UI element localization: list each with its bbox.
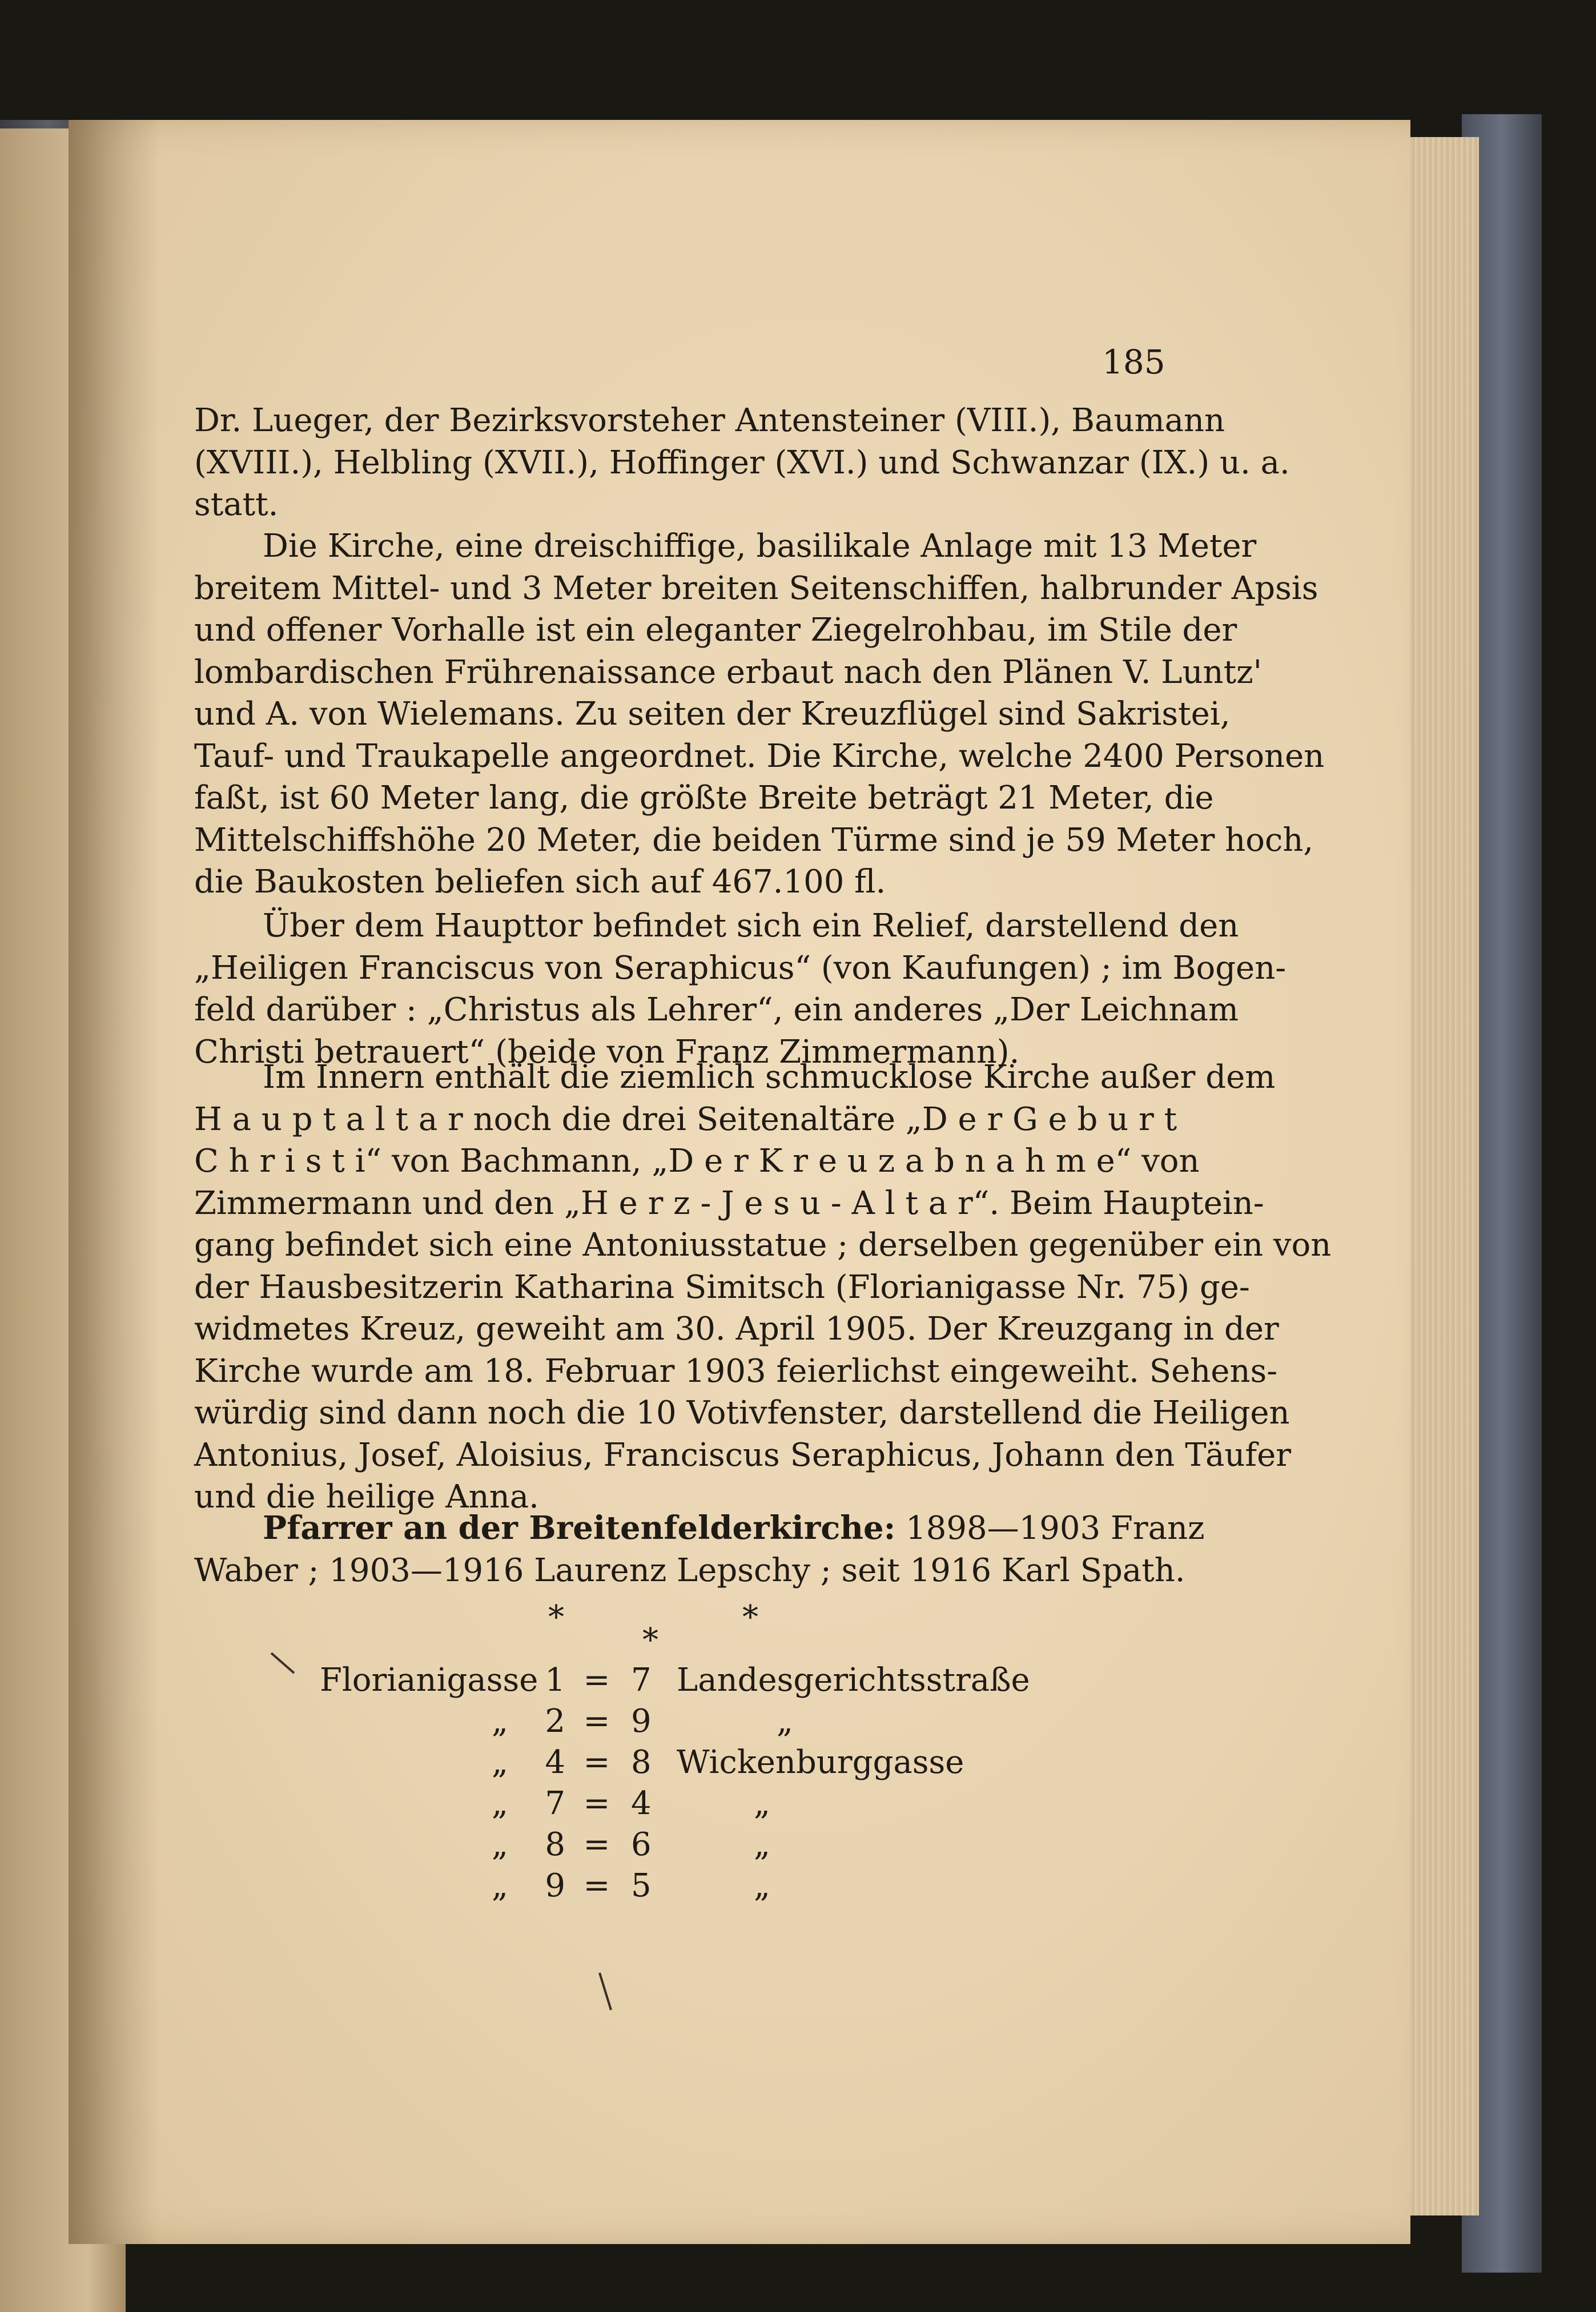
street-right: Wickenburggasse <box>677 1744 964 1781</box>
table-row <box>320 1703 1005 1744</box>
paragraph-1 <box>194 400 1290 526</box>
text-line: und A. von Wielemans. Zu seiten der Kreuzflügel sind Sakristei, <box>194 695 1231 733</box>
text-line: (XVIII.), Helbling (XVII.), Hoffinger (XVI.) und Schwanzar (IX.) u. a. <box>194 444 1290 481</box>
text-line: die Baukosten beliefen sich auf 467.100 fl. <box>194 863 886 900</box>
street-right: Landesgerichtsstraße <box>677 1662 1030 1699</box>
equals-sign: = <box>583 1662 610 1699</box>
street-left: „ <box>491 1703 508 1740</box>
equals-sign: = <box>583 1744 610 1781</box>
text-line: und die heilige Anna. <box>194 1478 539 1515</box>
text-line: Im Innern enthält die ziemlich schmucklose Kirche außer dem <box>263 1059 1276 1096</box>
text-line: Antonius, Josef, Aloisius, Franciscus Seraphicus, Johann den Täufer <box>194 1436 1292 1474</box>
street-right: „ <box>777 1703 794 1740</box>
number-old: 7 <box>545 1785 565 1822</box>
text-line: Dr. Lueger, der Bezirksvorsteher Antensteiner (VIII.), Baumann <box>194 402 1225 439</box>
page-number: 185 <box>1102 343 1165 381</box>
asterisk: * <box>742 1599 758 1636</box>
pastors-line-2: Waber ; 1903—1916 Laurenz Lepschy ; seit 1916 Karl Spath. <box>194 1551 1185 1589</box>
number-old: 1 <box>545 1662 565 1699</box>
equals-sign: = <box>583 1703 610 1740</box>
text-line: Kirche wurde am 18. Februar 1903 feierlichst eingeweiht. Sehens- <box>194 1352 1278 1390</box>
text-line: faßt, ist 60 Meter lang, die größte Breite beträgt 21 Meter, die <box>194 779 1214 817</box>
street-left: „ <box>491 1785 508 1822</box>
street-left: Florianigasse <box>320 1662 538 1699</box>
pencil-mark-icon <box>597 1970 620 2016</box>
text-line: C h r i s t i“ von Bachmann, „D e r K r e u z a b n a h m e“ von <box>194 1143 1200 1180</box>
table-row <box>320 1662 1030 1703</box>
text-line: lombardischen Frührenaissance erbaut nach den Plänen V. Luntz' <box>194 653 1263 691</box>
asterisk: * <box>642 1622 658 1659</box>
text-line: statt. <box>194 486 279 523</box>
number-old: 4 <box>545 1744 565 1781</box>
text-line: und offener Vorhalle ist ein eleganter Ziegelrohbau, im Stile der <box>194 612 1237 649</box>
table-row <box>320 1867 1005 1908</box>
text-line: Mittelschiffshöhe 20 Meter, die beiden Türme sind je 59 Meter hoch, <box>194 821 1314 859</box>
text-line: „Heiligen Franciscus von Seraphicus“ (von Kaufungen) ; im Bogen- <box>194 949 1287 987</box>
pencil-mark-icon <box>268 1650 303 1684</box>
paragraph-4 <box>194 1056 1332 1518</box>
table-row <box>320 1744 1005 1785</box>
page-edges <box>1399 137 1479 2216</box>
number-new: 9 <box>631 1703 652 1740</box>
text-line: Christi betrauert“ (beide von Franz Zimmermann). <box>194 1033 1020 1071</box>
text-line: widmetes Kreuz, geweiht am 30. April 1905. Der Kreuzgang in der <box>194 1310 1279 1348</box>
text-line: Über dem Haupttor befindet sich ein Relief, darstellend den <box>263 907 1239 944</box>
number-old: 9 <box>545 1867 565 1904</box>
equals-sign: = <box>583 1826 610 1863</box>
text-line: Die Kirche, eine dreischiffige, basilikale Anlage mit 13 Meter <box>263 528 1257 565</box>
text-line: H a u p t a l t a r noch die drei Seitenaltäre „D e r G e b u r t <box>194 1100 1177 1138</box>
text-line <box>194 1507 1205 1550</box>
street-left: „ <box>491 1867 508 1904</box>
equals-sign: = <box>583 1867 610 1904</box>
number-old: 8 <box>545 1826 565 1863</box>
street-right: „ <box>754 1867 771 1904</box>
number-new: 4 <box>631 1785 652 1822</box>
street-left: „ <box>491 1826 508 1863</box>
text-line: der Hausbesitzerin Katharina Simitsch (Florianigasse Nr. 75) ge- <box>194 1268 1250 1306</box>
pastors-line-1: 1898—1903 Franz <box>895 1510 1205 1547</box>
number-new: 6 <box>631 1826 652 1863</box>
number-new: 5 <box>631 1867 652 1904</box>
paragraph-2 <box>194 525 1325 903</box>
text-line: breitem Mittel- und 3 Meter breiten Seitenschiffen, halbrunder Apsis <box>194 569 1318 607</box>
text-line: gang befindet sich eine Antoniusstatue ; derselben gegenüber ein von <box>194 1227 1332 1264</box>
number-new: 8 <box>631 1744 652 1781</box>
street-right: „ <box>754 1785 771 1822</box>
number-old: 2 <box>545 1703 565 1740</box>
asterisk: * <box>548 1599 564 1636</box>
table-row <box>320 1785 1005 1826</box>
text-line: Zimmermann und den „H e r z - J e s u - A l t a r“. Beim Hauptein- <box>194 1184 1264 1222</box>
table-row <box>320 1826 1005 1867</box>
text-line: Tauf- und Traukapelle angeordnet. Die Kirche, welche 2400 Personen <box>194 737 1325 775</box>
pastors-heading: Pfarrer an der Breitenfelderkirche: <box>263 1509 896 1547</box>
gutter-shadow <box>69 120 160 2244</box>
paragraph-3 <box>194 905 1287 1073</box>
street-left: „ <box>491 1744 508 1781</box>
text-line: feld darüber : „Christus als Lehrer“, ein anderes „Der Leichnam <box>194 991 1239 1028</box>
number-new: 7 <box>631 1662 652 1699</box>
street-right: „ <box>754 1826 771 1863</box>
equals-sign: = <box>583 1785 610 1822</box>
pastors-paragraph <box>194 1507 1205 1591</box>
text-line: würdig sind dann noch die 10 Votivfenster, darstellend die Heiligen <box>194 1394 1290 1432</box>
